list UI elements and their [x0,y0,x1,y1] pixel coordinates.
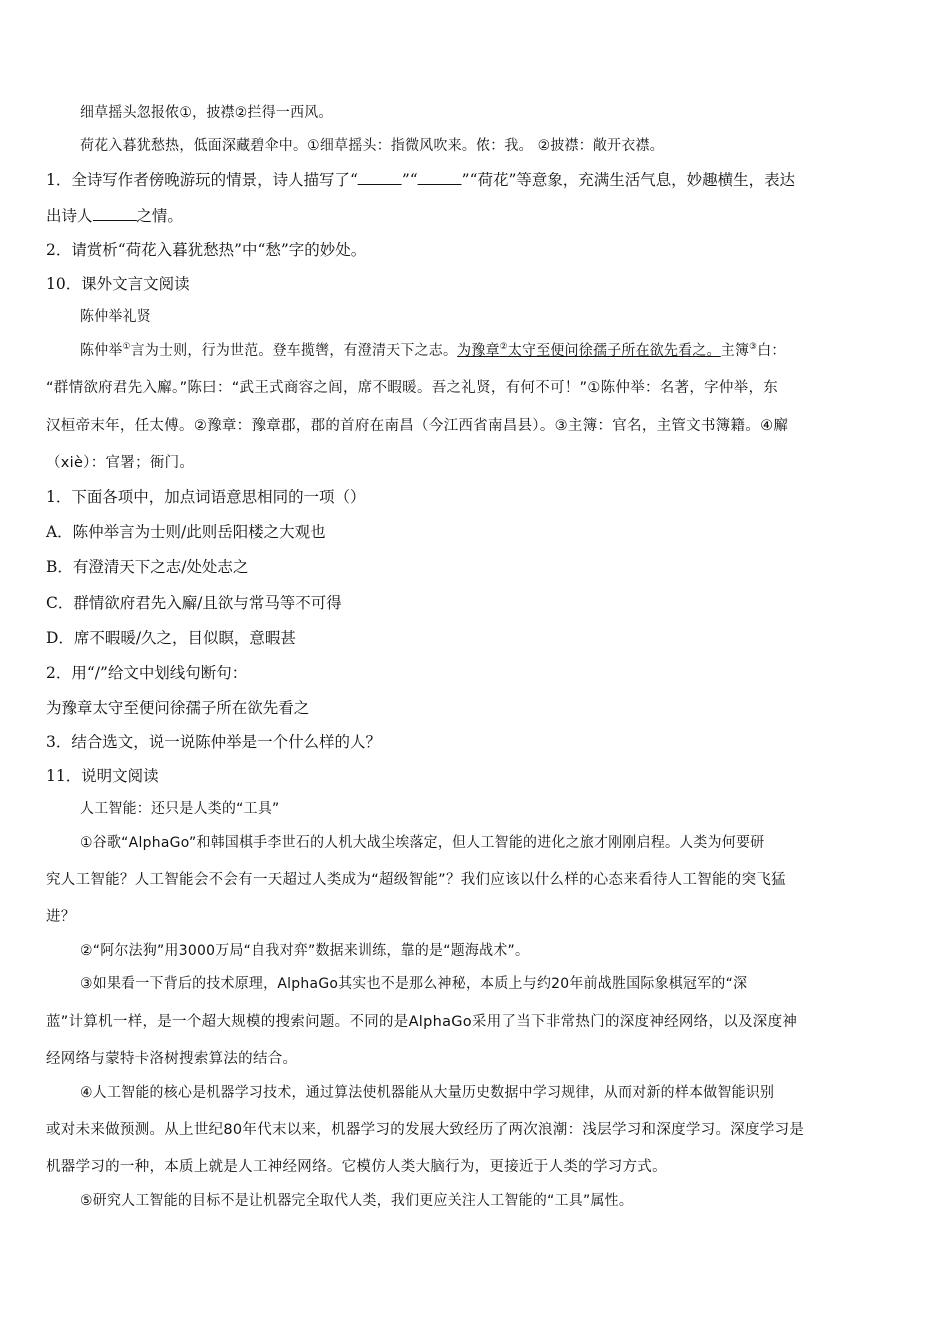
s11-para-3-line-1: ③如果看一下背后的技术原理，AlphaGo其实也不是那么神秘，本质上与约20年前战胜国际象棋冠军的“深 [80,976,748,992]
section-10-title: 陈仲举礼贤 [80,309,151,325]
poem-line-1: 细草摇头忽报侬①，披襟②拦得一西风。 [80,105,333,121]
q9-q1-text-c: 出诗人 [46,207,93,225]
section-10-heading: 10．课外文言文阅读 [46,275,190,293]
footnote-mark: ① [122,342,131,353]
s10-question-2: 2．用“/”给文中划线句断句： [46,664,248,682]
passage-text: 为豫章 [457,343,500,359]
q9-q1-text-b: ”“荷花”等意象，充满生活气息，妙趣横生，表达 [461,171,796,189]
s11-para-3-line-2: 蓝”计算机一样，是一个超大规模的搜索问题。不同的是AlphaGo采用了当下非常热门的深度神经网络，以及深度神 [46,1014,798,1030]
q9-q1-text-mid: ”“ [401,171,418,189]
s11-para-4-line-1: ④人工智能的核心是机器学习技术，通过算法使机器能从大量历史数据中学习规律，从而对新的样本做智能识别 [80,1085,775,1101]
passage-text: 言为士则，行为世范。登车揽辔，有澄清天下之志。 [130,343,458,359]
s11-para-4-line-3: 机器学习的一种，本质上就是人工神经网络。它模仿人类大脑行为，更接近于人类的学习方式。 [46,1159,667,1175]
s11-para-1-line-2: 究人工智能？人工智能会不会有一天超过人类成为“超级智能”？我们应该以什么样的心态来看待人工智能的突飞猛 [46,872,786,888]
s11-para-2: ②“阿尔法狗”用3000万局“自我对弈”数据来训练，靠的是“题海战术”。 [80,943,530,959]
answer-blank[interactable] [358,170,402,185]
footnote-mark: ② [499,342,508,353]
passage-text: 陈仲举 [80,343,123,359]
section-11-title: 人工智能：还只是人类的“工具” [80,801,280,817]
s10-passage-line-1 [80,341,905,361]
passage-text: 主簿 [720,343,750,359]
q9-question-1-cont [46,206,905,226]
q9-q1-text-d: 之情。 [136,207,183,225]
s10-question-1: 1．下面各项中，加点词语意思相同的一项（） [46,488,366,506]
s11-para-5: ⑤研究人工智能的目标不是让机器完全取代人类，我们更应关注人工智能的“工具”属性。 [80,1193,634,1209]
q9-question-2: 2．请赏析“荷花入暮犹愁热”中“愁”字的妙处。 [46,241,367,259]
answer-blank[interactable] [92,206,136,221]
s11-para-4-line-2: 或对未来做预测。从上世纪80年代末以来，机器学习的发展大致经历了两次浪潮：浅层学习和深度学习。深度学习是 [46,1122,805,1138]
footnote-mark: ③ [749,342,758,353]
s10-option-c[interactable]: C．群情欲府君先入廨/且欲与常马等不可得 [46,594,342,612]
s10-question-2-sentence: 为豫章太守至便问徐孺子所在欲先看之 [46,699,310,717]
passage-text: 白： [757,343,786,359]
q9-q1-text-a: 1．全诗写作者傍晚游玩的情景，诗人描写了“ [46,171,358,189]
section-11-heading: 11．说明文阅读 [46,767,159,785]
s11-para-3-line-3: 经网络与蒙特卡洛树搜索算法的结合。 [46,1051,298,1067]
s10-passage-line-4: （xiè）：官署；衙门。 [46,455,195,471]
s11-para-1-line-3: 进？ [46,909,76,925]
s10-option-b[interactable]: B．有澄清天下之志/处处志之 [46,558,249,576]
s10-passage-line-2: “群情欲府君先入廨。”陈曰：“武王式商容之闾，席不暇暖。吾之礼贤，有何不可！”①陈仲举：名著，字仲举，东 [46,380,779,396]
s10-option-a[interactable]: A．陈仲举言为士则/此则岳阳楼之大观也 [46,523,326,541]
q9-question-1 [46,170,905,190]
s11-para-1-line-1: ①谷歌“AlphaGo”和韩国棋手李世石的人机大战尘埃落定，但人工智能的进化之旅才刚刚启程。人类为何要研 [80,835,765,851]
s10-question-3: 3．结合选文，说一说陈仲举是一个什么样的人？ [46,733,381,751]
passage-text: 太守至便问徐孺子所在欲先看之。 [507,343,721,359]
answer-blank[interactable] [418,170,462,185]
poem-line-2-with-notes: 荷花入暮犹愁热，低面深藏碧伞中。①细草摇头：指微风吹来。侬：我。 ②披襟：敞开衣襟。 [80,138,664,154]
s10-passage-line-3: 汉桓帝末年，任太傅。②豫章：豫章郡，郡的首府在南昌（今江西省南昌县）。③主簿：官名，主管文书簿籍。④廨 [46,418,789,434]
underlined-sentence [457,343,721,359]
s10-option-d[interactable]: D．席不暇暖/久之，目似瞑，意暇甚 [46,629,296,647]
